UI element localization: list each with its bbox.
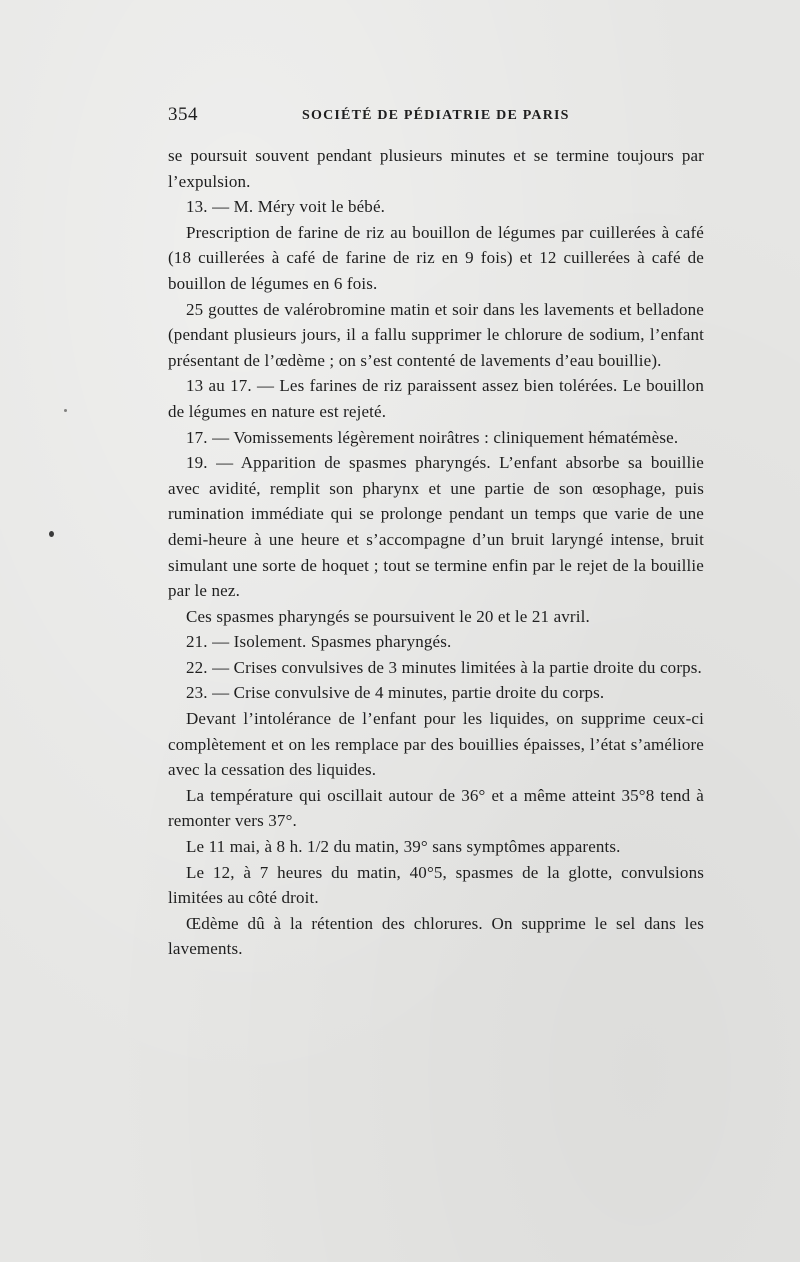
paragraph: La température qui oscillait autour de 36° et a même atteint 35°8 tend à remonter vers 37°. <box>168 785 704 831</box>
paragraph: Œdème dû à la rétention des chlorures. On supprime le sel dans les lavements. <box>168 913 704 959</box>
running-title: SOCIÉTÉ DE PÉDIATRIE DE PARIS <box>302 108 570 123</box>
body-text <box>168 143 704 962</box>
paragraph: Devant l’intolérance de l’enfant pour les liquides, on supprime ceux-ci complètement et on les remplace par des bouillies épaisses, l’état s’améliore avec la cessation des liquides. <box>168 709 704 780</box>
paragraph-continuation: se poursuit souvent pendant plusieurs minutes et se termine toujours par l’expulsion. <box>168 146 704 191</box>
paragraph: 17. — Vomissements légèrement noirâtres : cliniquement hématémèse. <box>186 427 679 447</box>
paragraph: 23. — Crise convulsive de 4 minutes, partie droite du corps. <box>186 683 605 703</box>
scan-speck <box>49 531 54 537</box>
paragraph: 22. — Crises convulsives de 3 minutes limitées à la partie droite du corps. <box>186 657 702 677</box>
paragraph: 13 au 17. — Les farines de riz paraissent assez bien tolérées. Le bouillon de légumes en nature est rejeté. <box>168 376 704 421</box>
paragraph: 21. — Isolement. Spasmes pharyngés. <box>186 632 452 652</box>
paragraph: Le 11 mai, à 8 h. 1/2 du matin, 39° sans symptômes apparents. <box>186 837 621 857</box>
page-number: 354 <box>168 104 198 125</box>
paragraph: Prescription de farine de riz au bouillon de légumes par cuillerées à café (18 cuillerées à café de farine de riz en 9 fois) et 12 cuillerées à café de bouillon de légumes en 6 fois. <box>168 222 704 293</box>
paragraph: 19. — Apparition de spasmes pharyngés. L’enfant absorbe sa bouillie avec avidité, remplit son pharynx et une partie de son œsophage, puis rumination immédiate qui se prolonge pendant un temps que varie de une demi-heure à une heure et s’accompagne d’un bruit laryngé intense, bruit simulant une sorte de hoquet ; tout se termine enfin par le rejet de la bouillie par le nez. <box>168 453 704 601</box>
paragraph: Ces spasmes pharyngés se poursuivent le 20 et le 21 avril. <box>186 606 590 626</box>
scan-speck <box>64 409 67 412</box>
paragraph: 13. — M. Méry voit le bébé. <box>186 197 386 217</box>
page-header <box>168 104 708 132</box>
paragraph: Le 12, à 7 heures du matin, 40°5, spasmes de la glotte, convulsions limitées au côté droit. <box>168 862 704 908</box>
paragraph: 25 gouttes de valérobromine matin et soir dans les lavements et belladone (pendant plusieurs jours, il a fallu supprimer le chlorure de sodium, l’enfant présentant de l’œdème ; on s’est contenté de lavements d’eau bouillie). <box>168 299 704 370</box>
